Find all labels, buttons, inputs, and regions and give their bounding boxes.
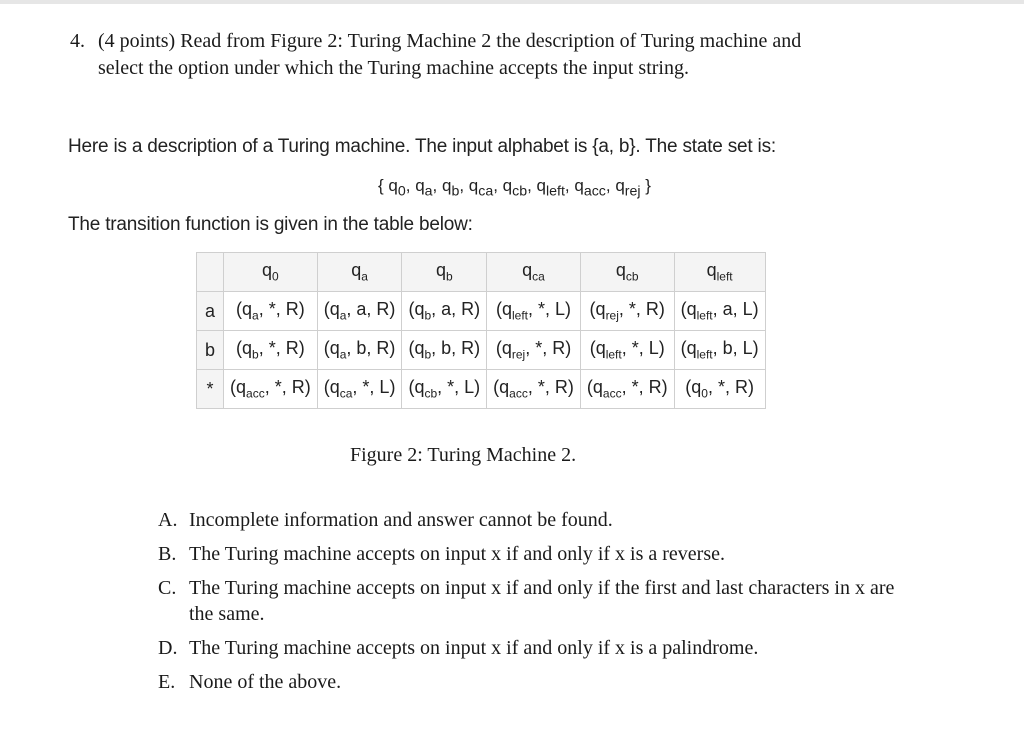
table-row (197, 292, 766, 331)
option-letter: A. (158, 509, 178, 531)
option-letter: E. (158, 671, 176, 693)
question-text-line1: (4 points) Read from Figure 2: Turing Machine 2 the description of Turing machine and (98, 30, 802, 52)
option-text: The Turing machine accepts on input x if and only if x is a reverse. (189, 543, 725, 565)
header-cell: $q_{cb}$ (580, 253, 674, 292)
transition-intro: The transition function is given in the table below: (68, 214, 473, 235)
option-b[interactable] (158, 541, 918, 567)
figure-caption: Figure 2: Turing Machine 2. (350, 444, 577, 466)
row-symbol: b (197, 331, 224, 370)
question (70, 28, 950, 82)
table-cell: ($q_a$, a, R) (317, 292, 402, 331)
table-cell: ($q_b$, a, R) (402, 292, 487, 331)
row-symbol: a (197, 292, 224, 331)
header-cell: $q_0$ (224, 253, 318, 292)
table-cell: ($q_{ca}$, *, L) (317, 370, 402, 409)
answer-options (158, 507, 918, 703)
option-letter: B. (158, 543, 177, 565)
transition-table (196, 252, 766, 409)
table-cell: ($q_{acc}$, *, R) (580, 370, 674, 409)
table-cell: ($q_0$, *, R) (674, 370, 765, 409)
table-cell: ($q_{left}$, b, L) (674, 331, 765, 370)
question-text-line2: select the option under which the Turing machine accepts the input string. (98, 57, 689, 79)
option-text: The Turing machine accepts on input x if and only if x is a palindrome. (189, 637, 759, 659)
question-number: 4. (70, 30, 85, 52)
table-cell: ($q_{cb}$, *, L) (402, 370, 487, 409)
state-set: { $q_0$, $q_a$, $q_b$, $q_{ca}$, $q_{cb}$, $q_{left}$, $q_{acc}$, $q_{rej}$ } (378, 176, 651, 200)
table-cell: ($q_b$, *, R) (224, 331, 318, 370)
option-letter: C. (158, 577, 177, 599)
table-cell: ($q_{left}$, *, L) (580, 331, 674, 370)
figure-intro: Here is a description of a Turing machine. The input alphabet is {a, b}. The state set is: (68, 136, 776, 157)
table-row (197, 331, 766, 370)
option-d[interactable] (158, 635, 918, 661)
header-cell: $q_a$ (317, 253, 402, 292)
table-cell: ($q_{acc}$, *, R) (224, 370, 318, 409)
option-text: None of the above. (189, 671, 342, 693)
top-divider (0, 0, 1024, 4)
option-a[interactable] (158, 507, 918, 533)
option-c[interactable] (158, 575, 918, 627)
table-cell: ($q_a$, *, R) (224, 292, 318, 331)
table-corner (197, 253, 224, 292)
figure-screenshot (68, 128, 908, 428)
option-letter: D. (158, 637, 178, 659)
option-text: The Turing machine accepts on input x if and only if the first and last characters in x are the same. (189, 577, 895, 625)
option-text: Incomplete information and answer cannot be found. (189, 509, 613, 531)
table-row (197, 370, 766, 409)
table-cell: ($q_{rej}$, *, R) (580, 292, 674, 331)
header-cell: $q_{left}$ (674, 253, 765, 292)
table-cell: ($q_{rej}$, *, R) (487, 331, 581, 370)
table-cell: ($q_a$, b, R) (317, 331, 402, 370)
table-cell: ($q_{left}$, *, L) (487, 292, 581, 331)
table-cell: ($q_{acc}$, *, R) (487, 370, 581, 409)
table-cell: ($q_{left}$, a, L) (674, 292, 765, 331)
table-cell: ($q_b$, b, R) (402, 331, 487, 370)
header-cell: $q_{ca}$ (487, 253, 581, 292)
option-e[interactable] (158, 669, 918, 695)
table-header-row (197, 253, 766, 292)
header-cell: $q_b$ (402, 253, 487, 292)
row-symbol: * (197, 370, 224, 409)
